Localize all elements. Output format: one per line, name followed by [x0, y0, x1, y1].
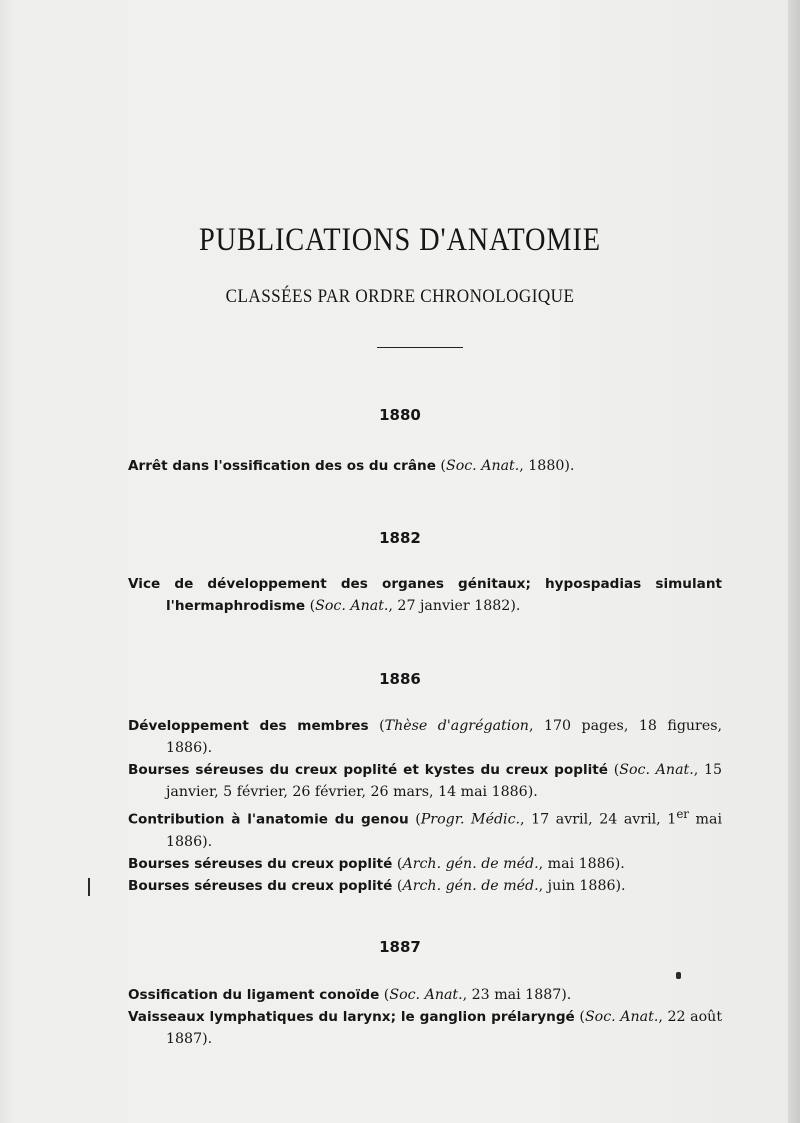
- publication-entry: Vaisseaux lymphatiques du larynx; le ganglion prélaryngé (Soc. Anat., 22 août 1887).: [128, 1009, 723, 1047]
- superscript: er: [676, 807, 689, 821]
- journal-name: Soc. Anat.: [619, 762, 694, 778]
- journal-name: Arch. gén. de méd.: [402, 877, 539, 894]
- publication-entry: Bourses séreuses du creux poplité (Arch. gén. de méd., mai 1886).: [128, 855, 625, 872]
- entries-1882: [128, 573, 722, 617]
- year-heading-1886: 1886: [379, 670, 421, 688]
- publication-entry: Développement des membres (Thèse d'agrégation, 170 pages, 18 figures, 1886).: [128, 718, 723, 756]
- title-divider: [377, 347, 463, 348]
- journal-name: Progr. Médic.: [420, 811, 521, 828]
- entry-title: Bourses séreuses du creux poplité: [128, 877, 393, 894]
- publication-entry: Arrêt dans l'ossification des os du crâne (Soc. Anat., 1880).: [128, 458, 575, 474]
- journal-name: Soc. Anat.: [445, 458, 520, 474]
- entries-1887: [128, 984, 722, 1050]
- publication-entry: Ossification du ligament conoïde (Soc. Anat., 23 mai 1887).: [128, 987, 572, 1003]
- entries-1880: [128, 455, 722, 477]
- entry-title: Vice de développement des organes génitaux; hypospadias simulant l'hermaphrodisme: [128, 576, 722, 614]
- page-subtitle: CLASSÉES PAR ORDRE CHRONOLOGIQUE: [225, 286, 575, 307]
- scan-mark: [88, 878, 90, 896]
- entry-title: Contribution à l'anatomie du genou: [128, 811, 409, 828]
- entry-title: Vaisseaux lymphatiques du larynx; le ganglion prélaryngé: [128, 1009, 575, 1025]
- entry-title: Développement des membres: [128, 718, 369, 734]
- publication-entry: Bourses séreuses du creux poplité et kystes du creux poplité (Soc. Anat., 15 janvier, 5 février, 26 février, 26 mars, 14 mai 1886).: [128, 762, 723, 800]
- year-heading-1880: 1880: [379, 406, 421, 424]
- publication-entry: Vice de développement des organes génitaux; hypospadias simulant l'hermaphrodisme (Soc. Anat., 27 janvier 1882).: [128, 576, 722, 614]
- publication-entry: Bourses séreuses du creux poplité (Arch. gén. de méd., juin 1886).: [128, 877, 626, 894]
- year-heading-1887: 1887: [379, 938, 421, 956]
- scan-speck: [676, 972, 681, 979]
- entry-title: Arrêt dans l'ossification des os du crâne: [128, 458, 436, 474]
- journal-name: Soc. Anat.: [315, 598, 389, 614]
- entry-title: Bourses séreuses du creux poplité et kystes du creux poplité: [128, 762, 609, 778]
- entries-1886: [128, 715, 722, 897]
- year-heading-1882: 1882: [379, 529, 421, 547]
- page-title: PUBLICATIONS D'ANATOMIE: [199, 222, 601, 258]
- entry-title: Bourses séreuses du creux poplité: [128, 855, 393, 872]
- entry-title: Ossification du ligament conoïde: [128, 987, 380, 1003]
- journal-name: Thèse d'agrégation: [384, 718, 529, 734]
- journal-name: Soc. Anat.: [389, 987, 463, 1003]
- journal-name: Arch. gén. de méd.: [402, 855, 539, 872]
- publication-entry: Contribution à l'anatomie du genou (Progr. Médic., 17 avril, 24 avril, 1er mai 1886).: [128, 807, 723, 850]
- journal-name: Soc. Anat.: [584, 1009, 659, 1025]
